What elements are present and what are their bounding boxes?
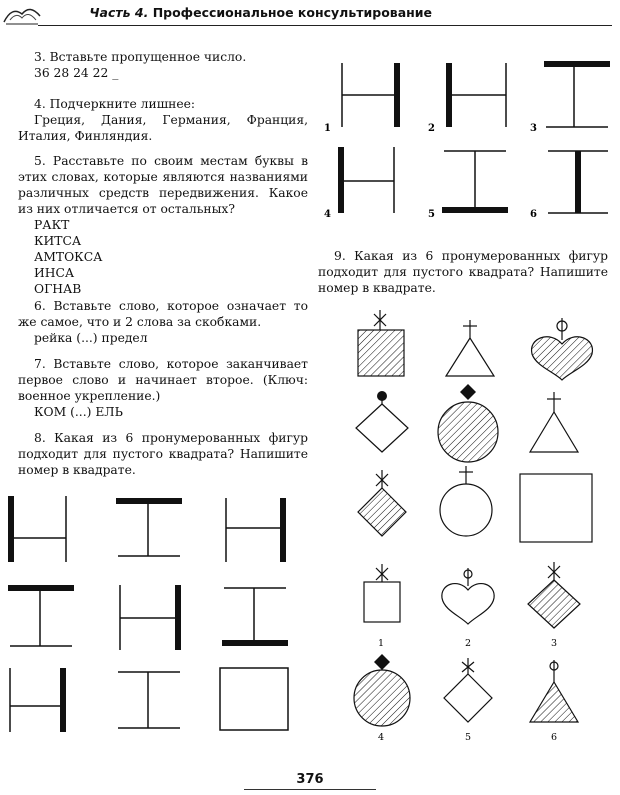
- q8-option-1-label: 1: [324, 123, 331, 134]
- q9-cell-1-3: [532, 318, 593, 380]
- question-8: [18, 430, 308, 478]
- q5-word-4: ИНСА: [34, 266, 75, 280]
- q9-option-1-label: 1: [378, 638, 385, 649]
- page-number: 376: [296, 772, 324, 787]
- q8-puzzle-grid: [0, 490, 300, 740]
- q7-text: 7. Вставьте слово, которое заканчивает первое слово и начинает второе. (Ключ: военное укрепление.): [18, 357, 308, 403]
- q9-cell-2-1: [356, 391, 408, 452]
- q9-option-2-label: 2: [465, 638, 472, 649]
- q8-option-6-label: 6: [530, 209, 537, 220]
- q8-cell-2-3: [222, 588, 288, 646]
- q7-example: КОМ (...) ЕЛЬ: [34, 405, 123, 419]
- page-header: [0, 0, 620, 28]
- book-logo-icon: [2, 2, 42, 26]
- question-4: [18, 96, 308, 144]
- header-rule: [38, 25, 612, 26]
- q9-puzzle: [340, 300, 620, 770]
- question-9: [318, 248, 608, 296]
- q8-option-2: [428, 63, 506, 134]
- q6-example: рейка (...) предел: [34, 331, 148, 345]
- q9-option-6: [530, 660, 578, 743]
- q9-cell-1-1: [358, 310, 404, 376]
- question-6: [18, 298, 308, 346]
- q9-cell-3-2: [440, 466, 492, 536]
- q8-answer-options: [318, 55, 618, 225]
- q9-option-3: [528, 562, 580, 649]
- q6-text: 6. Вставьте слово, которое означает то же самое, что и 2 слова за скобками.: [18, 299, 308, 329]
- q8-option-5: [428, 151, 508, 220]
- header-title: [89, 5, 432, 20]
- q9-cell-1-2: [446, 320, 494, 376]
- q8-cell-3-2: [118, 672, 180, 728]
- q9-empty-square: [520, 474, 592, 542]
- q8-empty-square: [220, 668, 288, 730]
- q8-cell-1-3: [226, 498, 286, 562]
- q9-cell-3-1: [358, 470, 406, 536]
- q9-text: 9. Какая из 6 пронумерованных фигур подходит для пустого квадрата? Напишите номер в квадрате.: [318, 249, 608, 295]
- q9-option-6-label: 6: [551, 732, 558, 743]
- header-part: Часть 4.: [89, 5, 149, 20]
- q5-word-1: РАКТ: [34, 218, 70, 232]
- header-title-text: Профессиональное консультирование: [152, 5, 432, 20]
- q8-cell-2-1: [8, 585, 74, 646]
- q5-word-3: АМТОКСА: [34, 250, 103, 264]
- q5-word-2: КИТСА: [34, 234, 82, 248]
- q8-option-4: [324, 147, 394, 220]
- question-5: [18, 153, 308, 297]
- question-7: [18, 356, 308, 420]
- q8-option-6: [530, 151, 608, 220]
- q8-cell-3-1: [10, 668, 66, 732]
- q3-text: 3. Вставьте пропущенное число.: [34, 50, 247, 64]
- q9-option-5: [444, 658, 492, 743]
- q9-cell-2-2: [438, 384, 498, 462]
- q9-option-5-label: 5: [465, 732, 472, 743]
- q8-cell-1-2: [116, 498, 182, 556]
- q9-option-3-label: 3: [551, 638, 558, 649]
- q8-option-4-label: 4: [324, 209, 331, 220]
- q9-option-2: [442, 568, 494, 649]
- q9-option-4: [354, 654, 410, 743]
- q8-option-2-label: 2: [428, 123, 435, 134]
- question-3: [18, 49, 308, 81]
- q9-option-4-label: 4: [378, 732, 385, 743]
- q3-sequence: 36 28 24 22 _: [34, 66, 119, 80]
- q8-text: 8. Какая из 6 пронумерованных фигур подходит для пустого квадрата? Напишите номер в квадрате.: [18, 431, 308, 477]
- q5-text: 5. Расставьте по своим местам буквы в этих словах, которые являются названиями различных средств передвижения. Какое из них отличается от остальных?: [18, 154, 308, 216]
- q8-option-3: [530, 61, 610, 134]
- q8-cell-2-2: [120, 585, 181, 650]
- q8-option-3-label: 3: [530, 123, 537, 134]
- q8-option-5-label: 5: [428, 209, 435, 220]
- q9-option-1: [364, 564, 400, 649]
- q8-cell-1-1: [8, 496, 66, 562]
- page-number-rule: [244, 789, 376, 790]
- q4-body: Греция, Дания, Германия, Франция, Италия, Финляндия.: [18, 113, 308, 143]
- q4-text: 4. Подчеркните лишнее:: [34, 97, 196, 111]
- q5-word-5: ОГНАВ: [34, 282, 82, 296]
- q9-cell-2-3: [530, 392, 578, 452]
- q8-option-1: [324, 63, 400, 134]
